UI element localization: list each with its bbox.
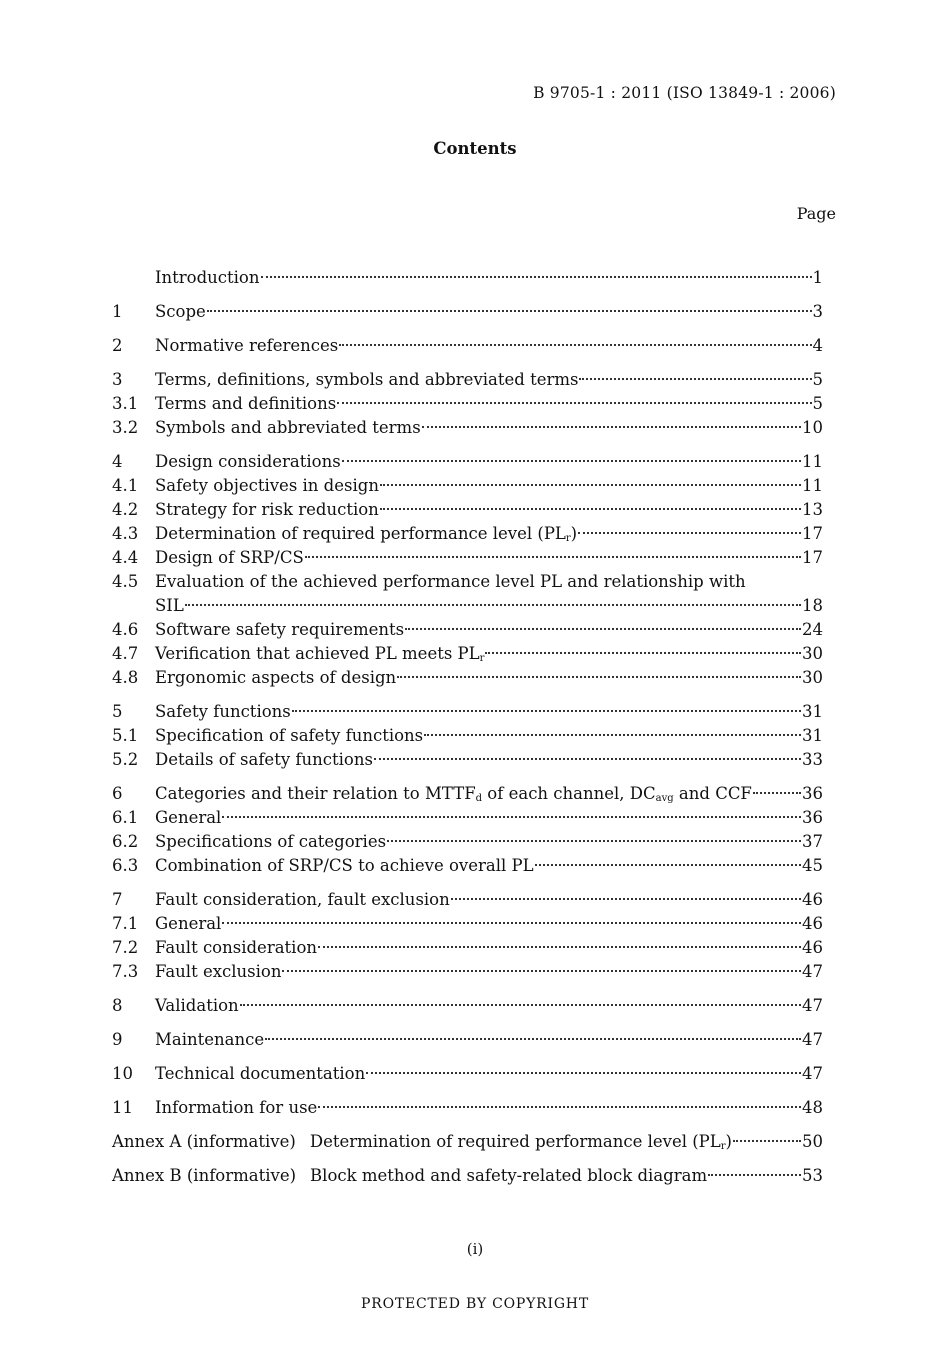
toc-page-number: 46 (802, 914, 823, 933)
toc-entry[interactable] (112, 416, 823, 440)
toc-dot-leader (424, 734, 801, 736)
toc-entry-title-text: Design considerations (155, 452, 341, 471)
toc-entry-title (155, 936, 317, 960)
toc-section-number: 4.2 (112, 500, 139, 519)
toc-entry[interactable] (112, 666, 823, 690)
toc-entry-title-text: Safety functions (155, 702, 291, 721)
toc-entry-title-text: Software safety requirements (155, 620, 405, 639)
toc-page-number: 30 (802, 644, 823, 663)
toc-dot-leader (222, 816, 801, 818)
toc-entry-title (155, 368, 578, 392)
toc-entry-title (155, 642, 484, 666)
toc-entry[interactable] (112, 936, 823, 960)
toc-entry-title (155, 570, 746, 594)
toc-entry-title-text: General (155, 914, 222, 933)
toc-dot-leader (282, 970, 801, 972)
toc-annex-label: Annex A (informative) (112, 1132, 296, 1151)
toc-entry-title (155, 724, 423, 748)
toc-page-number: 33 (802, 750, 823, 769)
toc-entry-title (310, 1130, 732, 1154)
toc-entry[interactable] (112, 300, 823, 324)
toc-section-number: 7 (112, 890, 123, 909)
toc-dot-leader (305, 556, 801, 558)
toc-page-number: 53 (802, 1166, 823, 1185)
toc-page-number: 5 (812, 370, 823, 389)
toc-section-number: 6.1 (112, 808, 139, 827)
toc-page-number: 10 (802, 418, 823, 437)
toc-entry-title-text: Validation (155, 996, 239, 1015)
toc-entry-title-text: General (155, 808, 222, 827)
toc-subscript: avg (655, 793, 674, 804)
toc-entry-title (155, 888, 450, 912)
toc-page-number: 48 (802, 1098, 823, 1117)
toc-dot-leader (397, 676, 801, 678)
toc-section-number: 3.1 (112, 394, 139, 413)
toc-section-number: 9 (112, 1030, 123, 1049)
toc-entry[interactable] (112, 1096, 823, 1120)
toc-entry-title (155, 806, 221, 830)
toc-entry-title (155, 334, 338, 358)
toc-entry[interactable] (112, 618, 823, 642)
toc-section-number: 6 (112, 784, 123, 803)
toc-section-number: 6.3 (112, 856, 139, 875)
toc-entry-title (155, 474, 379, 498)
toc-entry-title-text: Scope (155, 302, 206, 321)
toc-page-number: 5 (812, 394, 823, 413)
toc-page-number: 4 (812, 336, 823, 355)
page-column-label: Page (796, 204, 836, 223)
toc-entry-title-text: Safety objectives in design (155, 476, 379, 495)
toc-dot-leader (374, 758, 801, 760)
toc-entry-title (155, 700, 291, 724)
toc-entry-title-text: Introduction (155, 268, 260, 287)
toc-page-number: 47 (802, 1030, 823, 1049)
toc-entry[interactable] (112, 1062, 823, 1086)
page-title: Contents (433, 139, 517, 158)
toc-entry-title (155, 546, 304, 570)
toc-section-number: 3.2 (112, 418, 139, 437)
toc-entry-title (155, 912, 221, 936)
toc-section-number: 2 (112, 336, 123, 355)
toc-entry-title-text: and CCF (673, 784, 752, 803)
toc-entry-title (155, 1062, 365, 1086)
toc-entry[interactable] (112, 474, 823, 498)
toc-entry-title (155, 748, 373, 772)
toc-entry[interactable] (112, 642, 823, 666)
toc-section-number: 4.8 (112, 668, 139, 687)
toc-entry[interactable] (112, 700, 823, 724)
toc-entry-title (310, 1164, 707, 1188)
toc-entry-title-text: Determination of required performance level (PL (309, 1132, 721, 1151)
toc-entry-title-text: Terms and definitions (155, 394, 337, 413)
toc-section-number: 4 (112, 452, 123, 471)
toc-entry-title-text: Fault consideration, fault exclusion (155, 890, 450, 909)
document-id: B 9705-1 : 2011 (ISO 13849-1 : 2006) (533, 84, 836, 102)
toc-entry-title (155, 1028, 264, 1052)
toc-entry-title-text: Specifications of categories (155, 832, 387, 851)
toc-section-number: 4.5 (112, 572, 139, 591)
toc-entry-title (155, 266, 260, 290)
toc-subscript: r (479, 653, 485, 664)
toc-dot-leader (451, 898, 801, 900)
toc-entry-title-text: ) (570, 524, 578, 543)
toc-page-number: 30 (802, 668, 823, 687)
toc-entry-title (155, 522, 577, 546)
toc-entry[interactable] (112, 368, 823, 392)
toc-entry[interactable] (112, 498, 823, 522)
toc-page-number: 18 (802, 596, 823, 615)
toc-dot-leader (733, 1140, 801, 1142)
toc-section-number: 7.3 (112, 962, 139, 981)
toc-entry[interactable] (112, 570, 823, 594)
toc-section-number: 4.6 (112, 620, 139, 639)
toc-entry[interactable] (112, 912, 823, 936)
toc-dot-leader (292, 710, 801, 712)
toc-subscript: r (565, 533, 571, 544)
toc-page-number: 37 (802, 832, 823, 851)
toc-entry-title (155, 854, 534, 878)
toc-entry-title-text: Terms, definitions, symbols and abbreviated terms (155, 370, 579, 389)
toc-entry-title-text: Combination of SRP/CS to achieve overall PL (155, 856, 534, 875)
toc-dot-leader (185, 604, 801, 606)
toc-dot-leader (261, 276, 812, 278)
toc-section-number: 11 (112, 1098, 133, 1117)
toc-entry-title (155, 594, 184, 618)
toc-page-number: 31 (802, 702, 823, 721)
toc-entry[interactable] (112, 1164, 823, 1188)
toc-dot-leader (240, 1004, 801, 1006)
toc-entry[interactable] (112, 266, 823, 290)
toc-entry-title-text: Normative references (155, 336, 339, 355)
toc-page-number: 31 (802, 726, 823, 745)
toc-entry[interactable] (112, 724, 823, 748)
toc-entry-title (155, 416, 421, 440)
toc-page-number: 24 (802, 620, 823, 639)
toc-page-number: 46 (802, 938, 823, 957)
toc-entry-title-text: Strategy for risk reduction (155, 500, 379, 519)
toc-entry[interactable] (112, 806, 823, 830)
toc-entry[interactable] (112, 830, 823, 854)
toc-dot-leader (387, 840, 801, 842)
toc-dot-leader (485, 652, 801, 654)
toc-entry[interactable] (112, 782, 823, 806)
toc-section-number: 5.2 (112, 750, 139, 769)
toc-section-number: 10 (112, 1064, 133, 1083)
toc-entry-title-text: Symbols and abbreviated terms (155, 418, 421, 437)
toc-section-number: 4.7 (112, 644, 139, 663)
toc-section-number: 8 (112, 996, 123, 1015)
toc-entry[interactable] (112, 994, 823, 1018)
toc-dot-leader (366, 1072, 801, 1074)
toc-entry-title (155, 782, 752, 806)
toc-section-number: 6.2 (112, 832, 139, 851)
toc-entry[interactable] (112, 960, 823, 984)
toc-entry-title (155, 618, 404, 642)
toc-dot-leader (380, 484, 801, 486)
toc-page-number: 47 (802, 996, 823, 1015)
toc-dot-leader (339, 344, 811, 346)
toc-entry-title-text: Maintenance (155, 1030, 265, 1049)
toc-entry-title-text: Evaluation of the achieved performance level PL and relationship with (155, 572, 746, 591)
toc-dot-leader (207, 310, 812, 312)
toc-entry-title-text: Details of safety functions (155, 750, 373, 769)
toc-page-number: 47 (802, 1064, 823, 1083)
toc-entry-title (155, 830, 386, 854)
toc-entry-title-text: Fault consideration (155, 938, 318, 957)
toc-page-number: 13 (802, 500, 823, 519)
toc-entry[interactable] (112, 392, 823, 416)
toc-dot-leader (337, 402, 811, 404)
toc-section-number: 7.2 (112, 938, 139, 957)
toc-page-number: 47 (802, 962, 823, 981)
toc-entry-title-text: Determination of required performance level (PL (155, 524, 566, 543)
toc-dot-leader (342, 460, 801, 462)
toc-entry[interactable] (112, 522, 823, 546)
toc-entry[interactable] (112, 748, 823, 772)
toc-entry-title-text: of each channel, DC (482, 784, 656, 803)
toc-entry[interactable] (112, 1028, 823, 1052)
toc-dot-leader (579, 378, 811, 380)
toc-entry[interactable] (112, 546, 823, 570)
toc-entry[interactable] (112, 594, 823, 618)
toc-section-number: 4.4 (112, 548, 139, 567)
toc-section-number: 7.1 (112, 914, 139, 933)
toc-entry-title (155, 666, 396, 690)
toc-section-number: 4.3 (112, 524, 139, 543)
toc-section-number: 3 (112, 370, 123, 389)
toc-entry[interactable] (112, 334, 823, 358)
toc-entry[interactable] (112, 450, 823, 474)
toc-entry-title (155, 392, 336, 416)
toc-dot-leader (753, 792, 801, 794)
toc-entry-title (155, 994, 239, 1018)
footer-page-number: (i) (466, 1240, 484, 1258)
toc-dot-leader (405, 628, 801, 630)
toc-entry-title-text: SIL (155, 596, 184, 615)
toc-dot-leader (318, 1106, 801, 1108)
toc-page-number: 17 (802, 524, 823, 543)
toc-section-number: 1 (112, 302, 123, 321)
toc-entry[interactable] (112, 854, 823, 878)
toc-entry-title (155, 450, 341, 474)
toc-entry-title-text: Ergonomic aspects of design (155, 668, 397, 687)
toc-page-number: 1 (812, 268, 823, 287)
toc-section-number: 5 (112, 702, 123, 721)
toc-entry-title (155, 498, 379, 522)
toc-page-number: 11 (802, 476, 823, 495)
toc-dot-leader (578, 532, 801, 534)
toc-entry[interactable] (112, 1130, 823, 1154)
toc-page-number: 46 (802, 890, 823, 909)
toc-entry-title-text: Block method and safety-related block diagram (310, 1166, 708, 1185)
toc-entry-title-text: ) (725, 1132, 732, 1151)
toc-entry-title-text: Specification of safety functions (155, 726, 424, 745)
toc-entry-title-text: Information for use (155, 1098, 318, 1117)
toc-entry-title-text: Design of SRP/CS (155, 548, 304, 567)
toc-entry-title-text: Verification that achieved PL meets PL (155, 644, 480, 663)
footer-copyright: PROTECTED BY COPYRIGHT (361, 1296, 589, 1312)
toc-section-number: 5.1 (112, 726, 139, 745)
toc-dot-leader (422, 426, 801, 428)
table-of-contents (112, 266, 823, 1188)
toc-page-number: 17 (802, 548, 823, 567)
toc-dot-leader (222, 922, 801, 924)
toc-page-number: 36 (802, 808, 823, 827)
toc-entry-title-text: Fault exclusion (155, 962, 282, 981)
toc-dot-leader (535, 864, 801, 866)
toc-entry-title-text: Technical documentation (155, 1064, 366, 1083)
toc-page-number: 11 (802, 452, 823, 471)
toc-page-number: 36 (802, 784, 823, 803)
toc-page-number: 50 (802, 1132, 823, 1151)
toc-dot-leader (265, 1038, 801, 1040)
toc-section-number: 4.1 (112, 476, 139, 495)
toc-page-number: 3 (812, 302, 823, 321)
toc-entry-title-text: Categories and their relation to MTTF (155, 784, 476, 803)
toc-dot-leader (380, 508, 801, 510)
toc-entry[interactable] (112, 888, 823, 912)
toc-page-number: 45 (802, 856, 823, 875)
toc-subscript: d (475, 793, 483, 804)
toc-entry-title (155, 960, 281, 984)
toc-dot-leader (318, 946, 801, 948)
toc-entry-title (155, 1096, 317, 1120)
toc-dot-leader (708, 1174, 801, 1176)
toc-annex-label: Annex B (informative) (112, 1166, 297, 1185)
toc-entry-title (155, 300, 206, 324)
toc-subscript: r (720, 1141, 726, 1152)
